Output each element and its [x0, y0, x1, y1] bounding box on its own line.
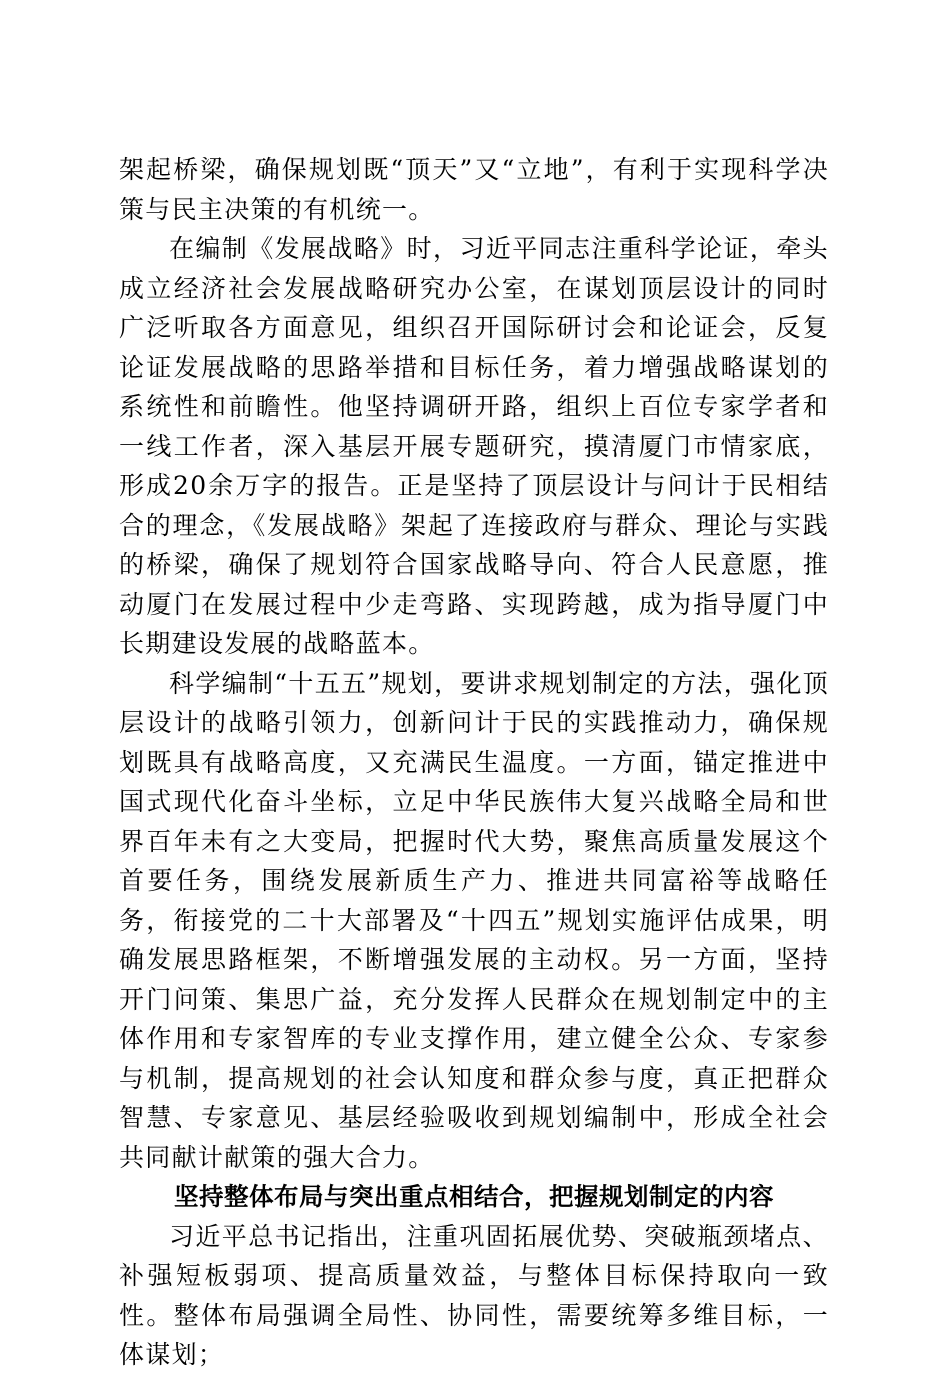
paragraph-overall-layout: 习近平总书记指出，注重巩固拓展优势、突破瓶颈堵点、补强短板弱项、提高质量效益，与整体目标保持取向一致性。整体布局强调全局性、协同性，需要统筹多维目标，一体谋划；	[119, 1221, 829, 1369]
paragraph-development-strategy: 在编制《发展战略》时，习近平同志注重科学论证，牵头成立经济社会发展战略研究办公室，在谋划顶层设计的同时广泛听取各方面意见，组织召开国际研讨会和论证会，反复论证发展战略的思路举措和目标任务，着力增强战略谋划的系统性和前瞻性。他坚持调研开路，组织上百位专家学者和一线工作者，深入基层开展专题研究，摸清厦门市情家底，形成20余万字的报告。正是坚持了顶层设计与问计于民相结合的理念，《发展战略》架起了连接政府与群众、理论与实践的桥梁，确保了规划符合国家战略导向、符合人民意愿，推动厦门在发展过程中少走弯路、实现跨越，成为指导厦门中长期建设发展的战略蓝本。	[119, 234, 829, 658]
section-heading: 坚持整体布局与突出重点相结合，把握规划制定的内容	[174, 1182, 774, 1211]
paragraph-fifteenth-plan-method: 科学编制“十五五”规划，要讲求规划制定的方法，强化顶层设计的战略引领力，创新问计于民的实践推动力，确保规划既具有战略高度，又充满民生温度。一方面，锚定推进中国式现代化奋斗坐标，立足中华民族伟大复兴战略全局和世界百年未有之大变局，把握时代大势，聚焦高质量发展这个首要任务，围绕发展新质生产力、推进共同富裕等战略任务，衔接党的二十大部署及“十四五”规划实施评估成果，明确发展思路框架，不断增强发展的主动权。另一方面，坚持开门问策、集思广益，充分发挥人民群众在规划制定中的主体作用和专家智库的专业支撑作用，建立健全公众、专家参与机制，提高规划的社会认知度和群众参与度，真正把群众智慧、专家意见、基层经验吸收到规划编制中，形成全社会共同献计献策的强大合力。	[119, 668, 829, 1172]
document-body	[119, 150, 829, 1375]
paragraph-continued: 架起桥梁，确保规划既“顶天”又“立地”，有利于实现科学决策与民主决策的有机统一。	[119, 155, 829, 224]
